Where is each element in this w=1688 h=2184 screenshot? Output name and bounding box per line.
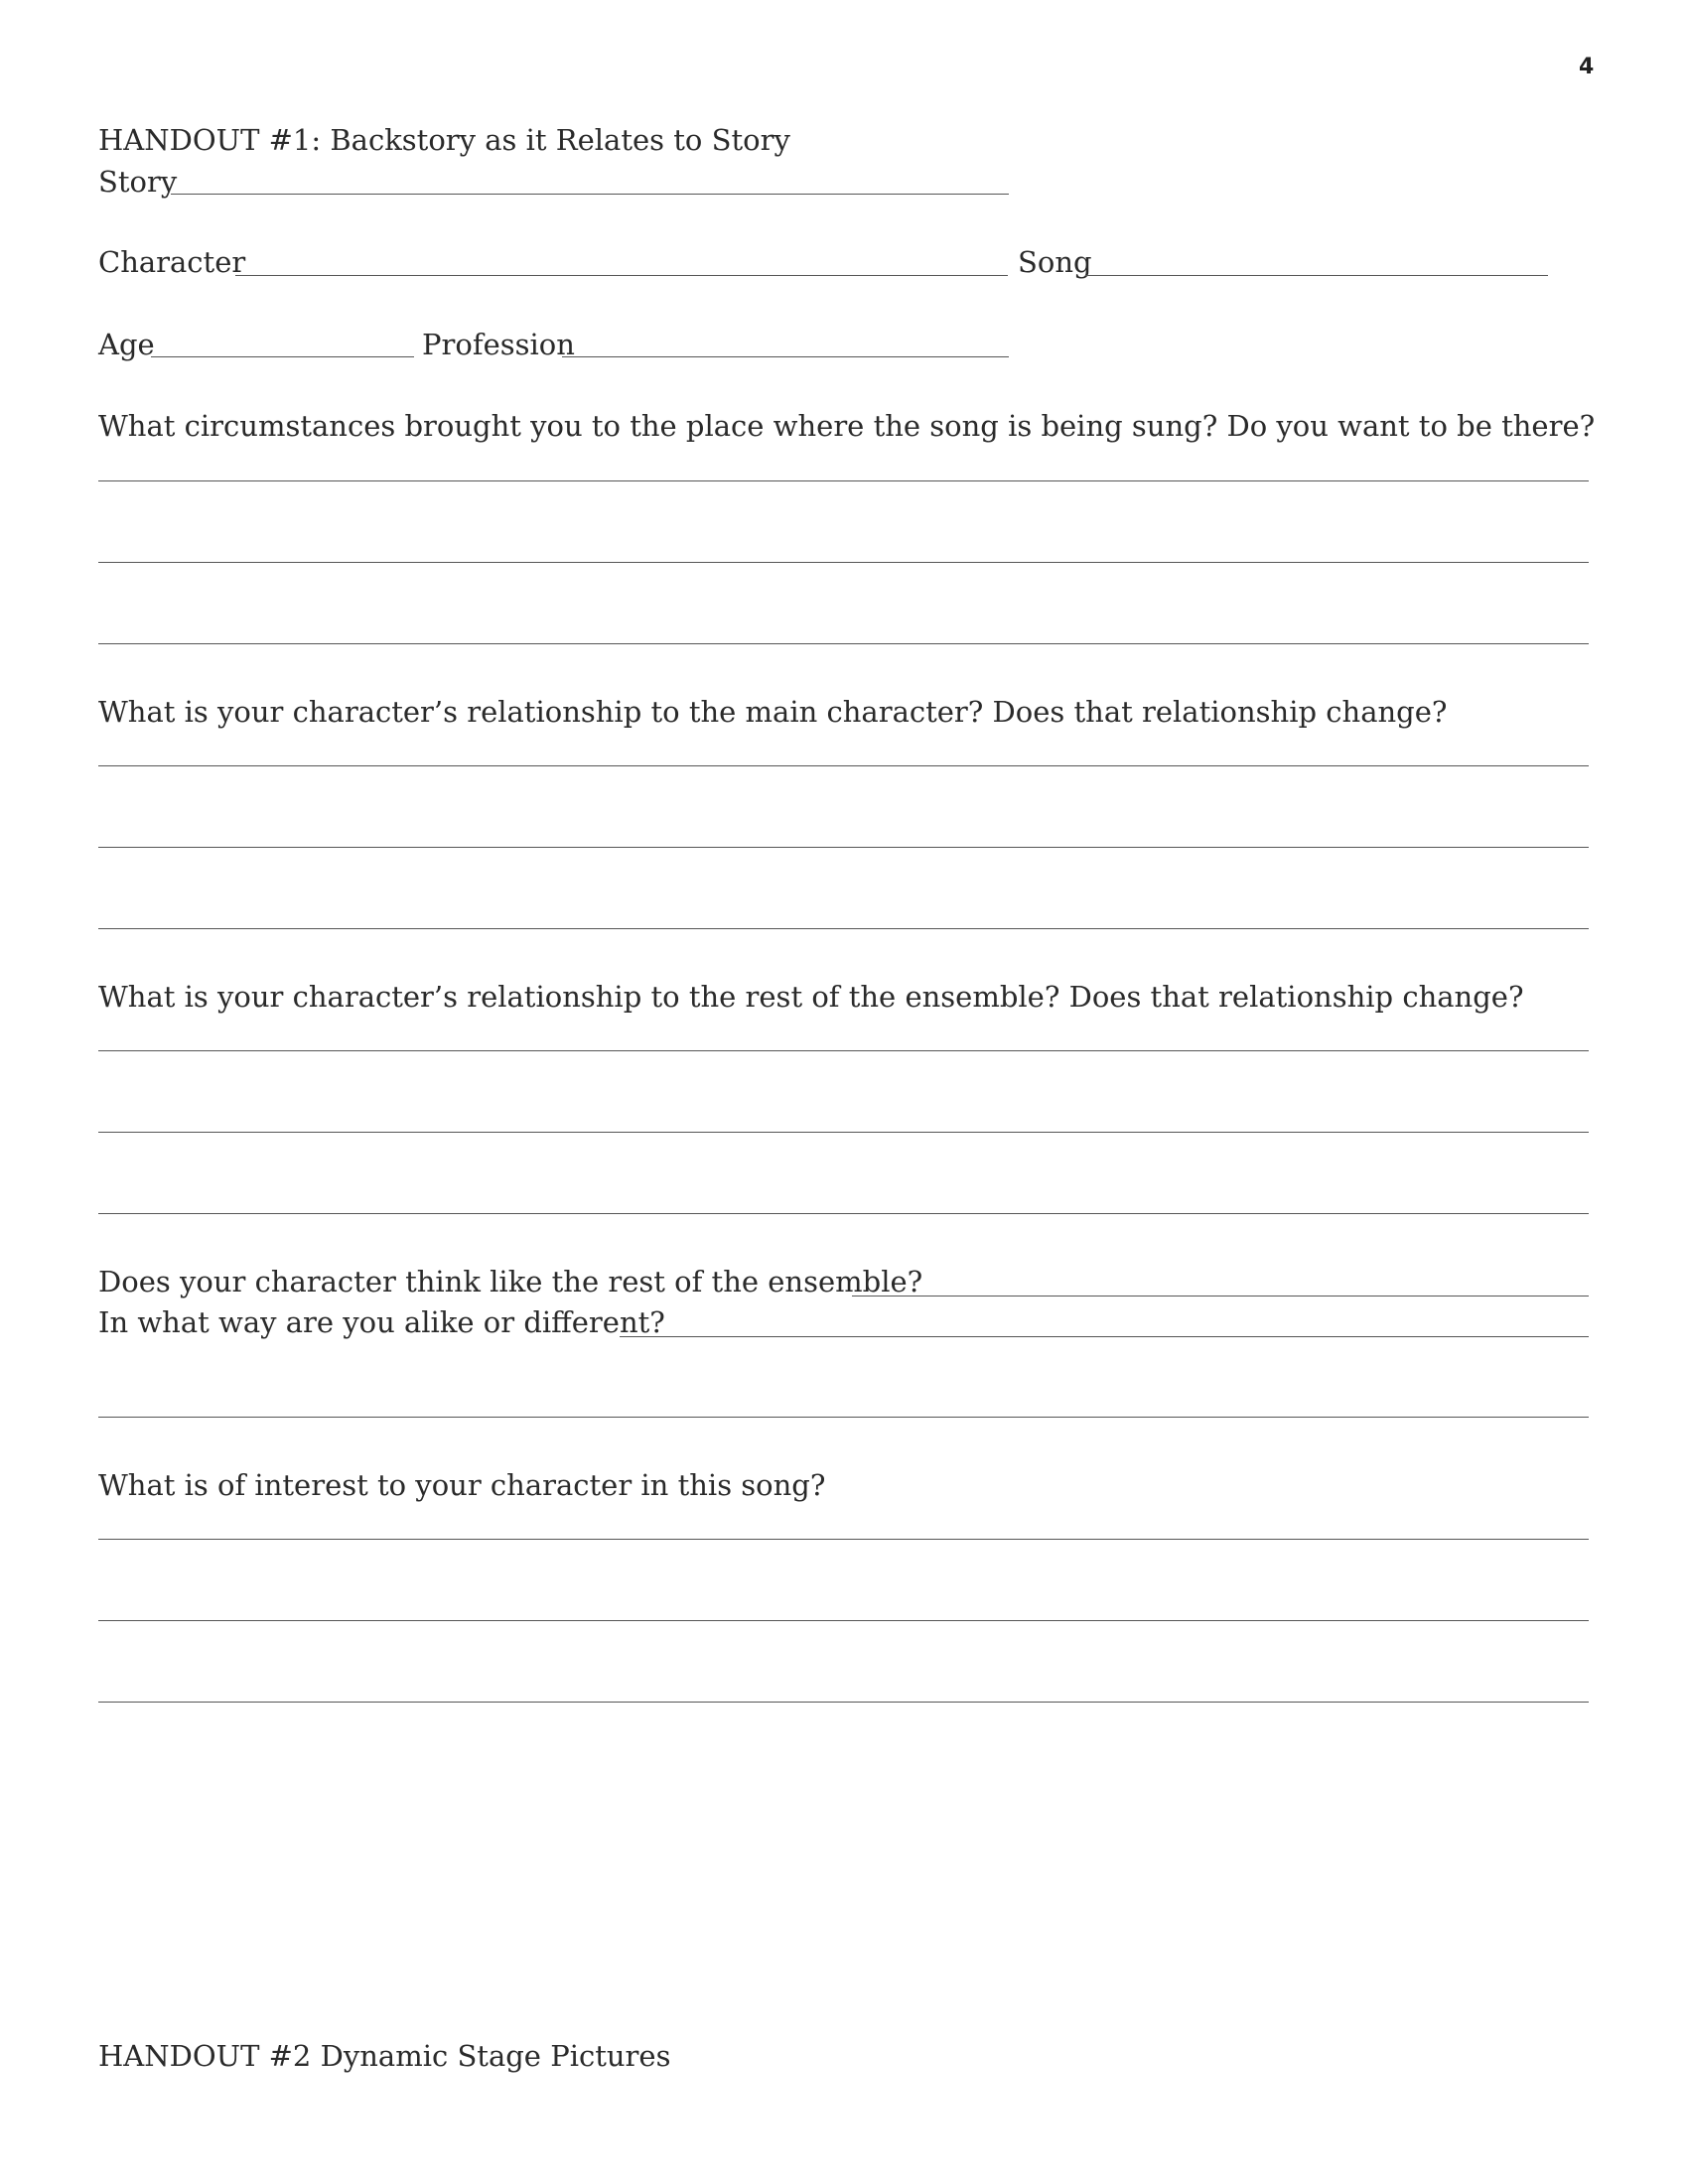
handout-1-title: HANDOUT #1: Backstory as it Relates to Story bbox=[98, 123, 790, 157]
story-label: Story bbox=[98, 165, 178, 199]
answer-line[interactable] bbox=[98, 1213, 1589, 1214]
story-blank[interactable] bbox=[171, 194, 1009, 195]
character-label: Character bbox=[98, 245, 246, 279]
answer-line[interactable] bbox=[98, 1702, 1589, 1703]
answer-line[interactable] bbox=[98, 1132, 1589, 1133]
question-ensemble: What is your character’s relationship to the rest of the ensemble? Does that relationship change? bbox=[98, 980, 1524, 1014]
song-label: Song bbox=[1018, 245, 1092, 279]
question-alike-different: In what way are you alike or different? bbox=[98, 1305, 665, 1339]
think-like-blank[interactable] bbox=[852, 1296, 1589, 1297]
age-blank[interactable] bbox=[151, 356, 414, 357]
answer-line[interactable] bbox=[98, 480, 1589, 481]
answer-line[interactable] bbox=[98, 1620, 1589, 1621]
character-blank[interactable] bbox=[235, 275, 1008, 276]
question-main-character: What is your character’s relationship to the main character? Does that relationship change? bbox=[98, 695, 1448, 729]
song-blank[interactable] bbox=[1085, 275, 1548, 276]
answer-line[interactable] bbox=[98, 1050, 1589, 1051]
handout-2-title: HANDOUT #2 Dynamic Stage Pictures bbox=[98, 2039, 671, 2073]
answer-line[interactable] bbox=[98, 847, 1589, 848]
question-interest: What is of interest to your character in this song? bbox=[98, 1468, 826, 1502]
profession-blank[interactable] bbox=[562, 356, 1009, 357]
answer-line[interactable] bbox=[98, 1417, 1589, 1418]
answer-line[interactable] bbox=[98, 928, 1589, 929]
answer-line[interactable] bbox=[98, 643, 1589, 644]
page-number: 4 bbox=[1579, 55, 1595, 79]
question-circumstances: What circumstances brought you to the place where the song is being sung? Do you want to be there? bbox=[98, 409, 1596, 443]
alike-different-blank[interactable] bbox=[620, 1336, 1589, 1337]
answer-line[interactable] bbox=[98, 765, 1589, 766]
question-think-like-ensemble: Does your character think like the rest of the ensemble? bbox=[98, 1265, 923, 1298]
answer-line[interactable] bbox=[98, 562, 1589, 563]
profession-label: Profession bbox=[422, 328, 575, 361]
answer-line[interactable] bbox=[98, 1539, 1589, 1540]
age-label: Age bbox=[98, 328, 155, 361]
